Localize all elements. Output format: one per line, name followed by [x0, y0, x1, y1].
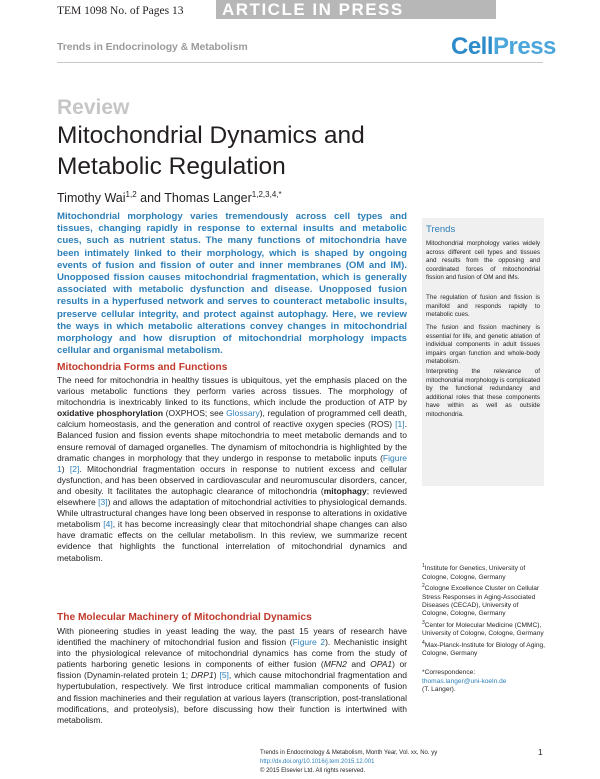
s2-text: ) or fission (Dynamin-related protein 1; [57, 659, 408, 681]
correspondence [422, 669, 546, 695]
affiliation-1 [422, 562, 546, 582]
affiliations [422, 562, 546, 659]
s1-text: The need for mitochondria in healthy tissues is ubiquitous, yet the emphasis placed on the various metabolic functions they perform varies across tissues. The morphology of mitochondria is inextricably linked to its functions, which include the production of ATP by [57, 375, 407, 408]
section-body-forms-functions [57, 375, 407, 564]
logo-cell-text: Cell [451, 33, 494, 60]
section-heading-molecular-machinery: The Molecular Machinery of Mitochondrial Dynamics [57, 612, 312, 623]
s2-text: , which cause mitochondrial fragmentation and hypertubulation, respectively. We first introduce critical mammalian components of fusion and fission machineries and their regulation at various layers (transcription, post-translational modifications, and proteolysis), before discussing how their function is intertwined with metabolism. [57, 670, 407, 725]
figure-2-link[interactable]: Figure 2 [292, 637, 326, 648]
trends-point-4: Interpreting the relevance of mitochondrial morphology is complicated by the functional redundancy and additional roles that these components have within as well as outside mitochondria. [426, 368, 540, 418]
s1-text: ) [61, 463, 70, 474]
affil-num: 4 [422, 639, 425, 646]
affiliation-4 [422, 639, 546, 659]
s2-text: and [346, 659, 371, 670]
trends-box [422, 218, 544, 486]
journal-name: Trends in Endocrinology & Metabolism [57, 41, 248, 53]
author-and: and [136, 191, 165, 206]
header-divider [57, 62, 543, 63]
author-1-affil: 1,2 [125, 190, 137, 199]
ref-link[interactable]: [5] [219, 670, 229, 681]
article-title [57, 120, 527, 182]
manuscript-id: TEM 1098 No. of Pages 13 [57, 5, 184, 17]
affil-text: Max-Planck-Institute for Biology of Aging, Cologne, Germany [422, 642, 545, 658]
footer-citation: Trends in Endocrinology & Metabolism, Month Year, Vol. xx, No. yy [260, 750, 438, 756]
gene-mfn2: MFN2 [323, 659, 347, 670]
ref-link[interactable]: [3] [98, 497, 108, 508]
affil-text: Center for Molecular Medicine (CMMC), University of Cologne, Cologne, Germany [422, 622, 544, 638]
correspondence-email[interactable]: thomas.langer@uni-koeln.de [422, 677, 507, 685]
ref-link[interactable]: [2] [69, 463, 80, 474]
cell-press-logo [451, 33, 556, 61]
affil-text: Cologne Excellence Cluster on Cellular Stress Responses in Aging-Associated Diseases (CECAD), University of Cologne, Cologne, Germany [422, 585, 540, 618]
s2-text: ) [213, 670, 220, 681]
page-footer [260, 749, 540, 776]
s1-text: ) and allows the adaptation of mitochondrial activities to physiological demands. While ultrastructural changes have long been observed in response to alterations in oxidative metabolism [57, 497, 407, 530]
affil-num: 2 [422, 583, 425, 589]
footer-citation-line [260, 749, 540, 767]
affil-num: 1 [422, 563, 425, 569]
gene-drp1: DRP1 [191, 670, 214, 681]
doi-link[interactable]: http://dx.doi.org/10.1016/j.tem.2015.12.001 [260, 759, 375, 765]
trends-point-3: The fusion and fission machinery is essential for life, and genetic ablation of individual components in adult tissues impairs organ function and whole-body metabolism. [426, 324, 540, 366]
s1-text: . Balanced fusion and fission events shape mitochondria to meet metabolic demands and to ensure removal of damaged organelles. The dynamism of mitochondria is highlighted by the dramatic changes in morphology that they undergo in response to metabolic inputs ( [57, 419, 407, 463]
term-oxphos: oxidative phosphorylation [57, 408, 164, 419]
s1-text: . Mitochondrial fragmentation occurs in response to nutrient excess and cellular dysfunction, and has been observed in cardiovascular and neuromuscular disorders, cancer, and obesity. It facilitates the autophagic clearance of mitochondria ( [57, 463, 407, 496]
trends-title: Trends [426, 224, 456, 235]
affiliation-2 [422, 582, 546, 619]
ref-link[interactable]: [1] [395, 419, 405, 430]
page-number: 1 [538, 747, 543, 757]
author-list [57, 190, 282, 205]
affiliation-3 [422, 619, 546, 639]
ref-link[interactable]: [4] [103, 519, 113, 530]
section-heading-forms-functions: Mitochondria Forms and Functions [57, 362, 228, 373]
gene-opa1: OPA1 [370, 659, 393, 670]
term-mitophagy: mitophagy [323, 485, 367, 496]
author-2: Thomas Langer [164, 191, 252, 206]
footer-copyright: © 2015 Elsevier Ltd. All rights reserved. [260, 768, 366, 774]
author-1: Timothy Wai [57, 191, 126, 206]
top-bar [0, 0, 600, 22]
affil-text: Institute for Genetics, University of Cologne, Cologne, Germany [422, 565, 526, 581]
article-type: Review [57, 96, 130, 119]
s1-text: ; reviewed elsewhere [57, 485, 407, 508]
title-line-2: Metabolic Regulation [57, 153, 286, 180]
abstract: Mitochondrial morphology varies tremendously across cell types and tissues, changing rapidly in response to external insults and metabolic cues, such as nutrient status. The many functions of mitochondria have been intimately linked to their morphology, which is shaped by ongoing events of fusion and fission of outer and inner membranes (OM and IM). Unopposed fission causes mitochondrial fragmentation, which is generally associated with metabolic dysfunction and disease. Unopposed fusion results in a hyperfused network and serves to counteract metabolic insults, preserve cellular integrity, and protect against autophagy. Here, we review the ways in which metabolic alterations convey changes in mitochondrial morphology and how disruption of mitochondrial morphology impacts cellular and organismal metabolism. [57, 211, 407, 357]
section-body-molecular-machinery [57, 626, 407, 726]
correspondence-name: (T. Langer). [422, 686, 456, 694]
glossary-link[interactable]: Glossary [226, 408, 260, 419]
s2-text: With pioneering studies in yeast leading the way, the past 15 years of research have identified the machinery of mitochondrial fusion and fission ( [57, 626, 407, 648]
logo-press-text: Press [493, 33, 556, 60]
article-in-press-banner: ARTICLE IN PRESS [216, 0, 496, 19]
trends-point-2: The regulation of fusion and fission is manifold and responds rapidly to metabolic cues. [426, 294, 540, 319]
trends-point-1: Mitochondrial morphology varies widely across different cell types and tissues and results from the opposing and coordinated forces of mitochondrial fission and fusion of OM and IMs. [426, 240, 540, 282]
figure-1-link[interactable]: Figure 1 [57, 452, 407, 474]
affil-num: 3 [422, 619, 425, 626]
author-2-affil: 1,2,3,4,* [251, 190, 282, 199]
s2-text: ). Mechanistic insight into the physiological relevance of mitochondrial dynamics has come from the study of patients harboring genetic lesions in components of either fusion ( [57, 637, 407, 670]
correspondence-label: *Correspondence: [422, 669, 476, 676]
s1-text: ), regulation of programmed cell death, calcium homeostasis, and the generation and control of reactive oxygen species (ROS) [57, 408, 407, 430]
s1-text: , it has become increasingly clear that mitochondrial shape changes can also have dramatic effects on the cellular metabolism. In this review, we summarize recent evidence that highlights the functional interrelation of mitochondrial dynamics and metabolism. [57, 519, 407, 563]
s1-text: (OXPHOS; see [163, 408, 227, 419]
title-line-1: Mitochondrial Dynamics and [57, 122, 365, 149]
